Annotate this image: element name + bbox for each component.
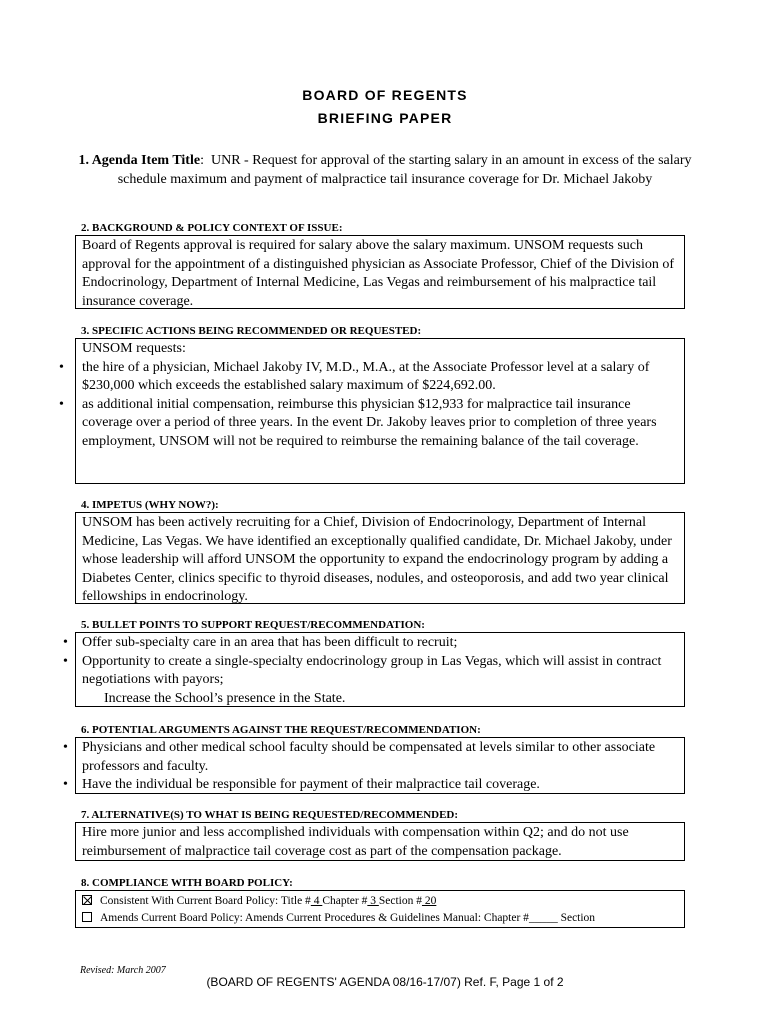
section-4-body: UNSOM has been actively recruiting for a Chief, Division of Endocrinology, Department of Internal Medicine, Las Vegas. We have identified an exceptionally qualified candidate, Dr. Michael Jakoby, under whose leadership will afford UNSOM the opportunity to expand the endocrinology program by adding a Diabetes Center, clinics specific to thyroid diseases, nodules, and osteoporosis, and add two year clinical fellowships in endocrinology. [82,515,672,604]
page-footer: (BOARD OF REGENTS' AGENDA 08/16-17/07) Ref. F, Page 1 of 2 [206,975,564,989]
section-6-list [63,739,679,795]
bullet-icon: • [63,777,68,792]
list-item: • as additional initial compensation, reimburse this physician $12,933 for malpractice tail insurance coverage over a period of three years. In the event Dr. Jakoby leaves prior to completion of three years employment, UNSOM will not be required to reimburse the remaining balance of the tail coverage. [59,396,657,449]
chapter-blank: _____ [528,912,558,924]
consistent-checkbox[interactable] [82,895,92,905]
section-2-box [75,235,685,309]
list-item: • Opportunity to create a single-specialty endocrinology group in Las Vegas, which will assist in contract negotiations with payors; [63,653,662,687]
agenda-item-title: 1. Agenda Item Title: UNR - Request for approval of the starting salary in an amount in excess of the salary schedule maximum and payment of malpractice tail insurance coverage for Dr. Michael Jakoby [78,153,692,187]
bullet-icon: • [59,396,64,412]
agenda-text: UNR - Request for approval of the starting salary in an amount in excess of the salary schedule maximum and payment of malpractice tail insurance coverage for Dr. Michael Jakoby [117,153,692,187]
section-3-list [59,359,679,452]
section-5-box [63,632,685,707]
section-5-list [63,634,679,690]
section-8-box [75,890,685,928]
section-7-box [75,822,685,861]
policy-consistent-row: Consistent With Current Board Policy: Title # 4 Chapter # 3 Section # 20 [82,893,679,910]
section-7-heading: 7. ALTERNATIVE(S) TO WHAT IS BEING REQUESTED/RECOMMENDED: [81,809,459,821]
bullet-icon: • [63,635,68,650]
section-3-box [59,338,685,484]
section-7-body: Hire more junior and less accomplished individuals with compensation within Q2; and do not use reimbursement of malpractice tail coverage cost as part of the compensation package. [82,825,629,859]
section-3-intro: UNSOM requests: [82,341,186,356]
policy-amends-row: Amends Current Board Policy: Amends Current Procedures & Guidelines Manual: Chapter #_____ Section [82,910,679,927]
title-number: 4 [310,895,323,907]
document-title: BOARD OF REGENTS [302,87,468,103]
bullet-icon: • [63,653,68,669]
section-2-heading: 2. BACKGROUND & POLICY CONTEXT OF ISSUE: [81,222,343,234]
section-6-box [63,737,685,794]
section-3-heading: 3. SPECIFIC ACTIONS BEING RECOMMENDED OR REQUESTED: [81,325,422,337]
section-8-heading: 8. COMPLIANCE WITH BOARD POLICY: [81,877,293,889]
chapter-number: 3 [367,895,379,907]
revised-date: Revised: March 2007 [80,965,166,976]
section-number: 20 [421,895,437,907]
list-item: • Have the individual be responsible for payment of their malpractice tail coverage. [82,776,679,795]
list-item: • the hire of a physician, Michael Jakoby IV, M.D., M.A., at the Associate Professor level at a salary of $230,000 which exceeds the established salary maximum of $224,692.00. [59,359,650,393]
agenda-label: 1. Agenda Item Title [78,153,201,168]
section-6-heading: 6. POTENTIAL ARGUMENTS AGAINST THE REQUEST/RECOMMENDATION: [81,724,481,736]
section-4-heading: 4. IMPETUS (WHY NOW?): [81,499,219,511]
list-item: • Physicians and other medical school faculty should be compensated at levels similar to other associate professors and faculty. [63,740,656,774]
section-5-trailing: Increase the School’s presence in the State. [104,690,346,706]
list-item: • Offer sub-specialty care in an area that has been difficult to recruit; [82,634,679,653]
bullet-icon: • [63,740,68,755]
amends-checkbox[interactable] [82,912,92,922]
section-2-body: Board of Regents approval is required for salary above the salary maximum. UNSOM requests such approval for the appointment of a distinguished physician as Associate Professor, Chief of the Division of Endocrinology, Department of Internal Medicine, Las Vegas and reimbursement of his malpractice tail insurance coverage. [82,238,674,309]
bullet-icon: • [59,359,64,375]
document-subtitle: BRIEFING PAPER [317,110,453,126]
section-5-heading: 5. BULLET POINTS TO SUPPORT REQUEST/RECOMMENDATION: [81,619,425,631]
section-4-box [75,512,685,604]
